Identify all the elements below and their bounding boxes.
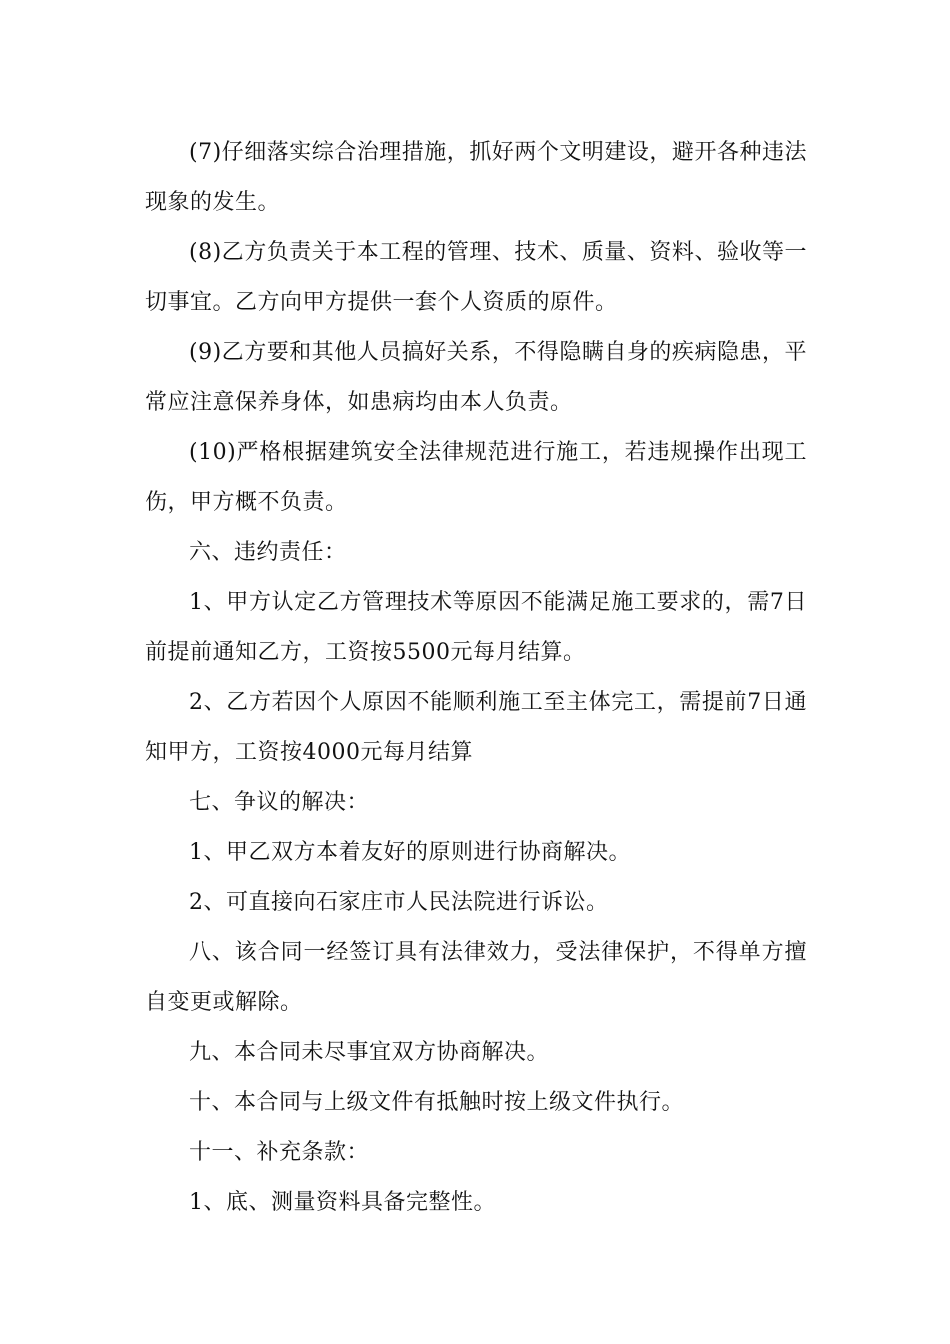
section-nine: 九、本合同未尽事宜双方协商解决。 <box>189 1040 550 1065</box>
section-heading-dispute: 七、争议的解决： <box>189 790 370 815</box>
section-heading-supplementary: 十一、补充条款： <box>189 1140 370 1165</box>
dispute-clause-2: 2、可直接向石家庄市人民法院进行诉讼。 <box>189 890 609 915</box>
section-heading-breach: 六、违约责任： <box>189 540 347 565</box>
section-ten: 十、本合同与上级文件有抵触时按上级文件执行。 <box>189 1090 685 1115</box>
dispute-clause-1: 1、甲乙双方本着友好的原则进行协商解决。 <box>189 840 631 865</box>
paragraph-9: (9)乙方要和其他人员搞好关系，不得隐瞒自身的疾病隐患，平常应注意保养身体，如患病均由本人负责。 <box>145 340 807 415</box>
supplementary-clause-1: 1、底、测量资料具备完整性。 <box>189 1190 496 1215</box>
breach-clause-2: 2、乙方若因个人原因不能顺利施工至主体完工，需提前7日通知甲方，工资按4000元每月结算 <box>145 690 807 765</box>
paragraph-10: (10)严格根据建筑安全法律规范进行施工，若违规操作出现工伤，甲方概不负责。 <box>145 440 807 515</box>
document-page <box>145 128 807 1228</box>
paragraph-8: (8)乙方负责关于本工程的管理、技术、质量、资料、验收等一切事宜。乙方向甲方提供一套个人资质的原件。 <box>145 240 807 315</box>
paragraph-7: (7)仔细落实综合治理措施，抓好两个文明建设，避开各种违法现象的发生。 <box>145 140 807 215</box>
section-eight: 八、该合同一经签订具有法律效力，受法律保护，不得单方擅自变更或解除。 <box>145 940 807 1015</box>
breach-clause-1: 1、甲方认定乙方管理技术等原因不能满足施工要求的，需7日前提前通知乙方，工资按5500元每月结算。 <box>145 590 807 665</box>
